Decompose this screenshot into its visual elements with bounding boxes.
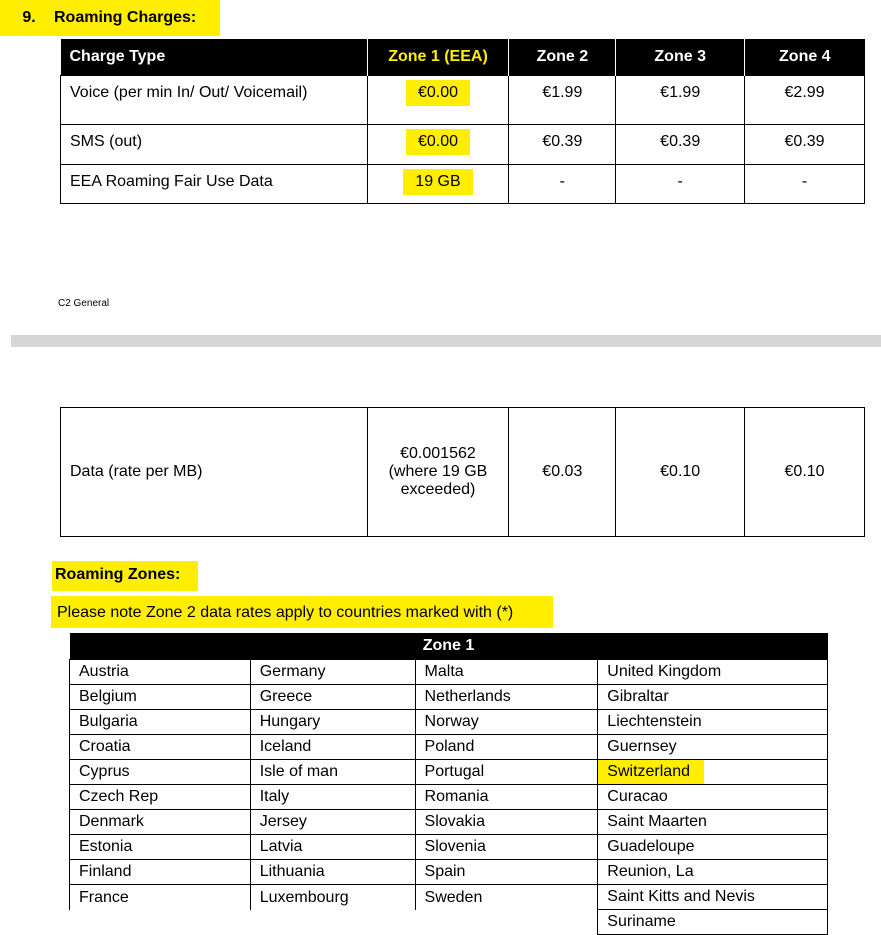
table-row	[70, 710, 828, 735]
country-name: Latvia	[259, 838, 303, 855]
country-cell	[250, 910, 415, 935]
table-row	[70, 760, 828, 785]
zone-4-cell: €0.39	[745, 125, 865, 165]
country-name: Cyprus	[79, 763, 130, 780]
table-row	[70, 785, 828, 810]
country-name: Guernsey	[607, 738, 677, 755]
country-name: Lithuania	[259, 863, 325, 880]
country-name: Bulgaria	[79, 713, 138, 730]
country-name: Norway	[424, 713, 479, 730]
charge-type-cell: Voice (per min In/ Out/ Voicemail)	[61, 76, 368, 125]
country-name: Austria	[79, 663, 129, 680]
country-cell	[415, 835, 598, 860]
country-cell	[70, 810, 251, 835]
zone-2-cell: -	[509, 165, 616, 204]
country-name: Suriname	[607, 913, 676, 930]
zone-2-cell: €0.03	[509, 408, 616, 537]
zone-2-note: Please note Zone 2 data rates apply to countries marked with (*)	[51, 596, 553, 628]
country-name: Luxembourg	[259, 888, 349, 906]
table-row	[70, 660, 828, 685]
zone-1-value: 19 GB	[403, 169, 472, 195]
country-cell	[250, 810, 415, 835]
page-break	[11, 335, 881, 347]
country-name: Curacao	[607, 788, 668, 805]
country-name: Saint Maarten	[607, 813, 707, 830]
zone-3-cell: -	[616, 165, 745, 204]
country-cell	[415, 785, 598, 810]
footer-label: C2 General	[58, 298, 110, 309]
country-name: Liechtenstein	[607, 713, 702, 730]
country-cell	[70, 760, 251, 785]
table-row	[61, 408, 865, 537]
country-cell	[598, 910, 828, 935]
country-cell	[70, 660, 251, 685]
country-cell	[598, 685, 828, 710]
roaming-zones-title: Roaming Zones:	[52, 561, 198, 591]
table-row	[70, 810, 828, 835]
country-cell	[598, 860, 828, 885]
country-name: Gibraltar	[607, 688, 669, 705]
country-cell	[250, 860, 415, 885]
country-name: Czech Rep	[79, 788, 159, 805]
zone-3-cell: €1.99	[616, 76, 745, 125]
country-cell	[598, 710, 828, 735]
country-name: Saint Kitts and Nevis	[607, 888, 755, 905]
table-row	[70, 835, 828, 860]
table-row	[70, 860, 828, 885]
table-row	[70, 910, 828, 935]
country-cell	[70, 860, 251, 885]
zone-2-cell: €1.99	[509, 76, 616, 125]
country-cell	[598, 810, 828, 835]
country-name: Estonia	[79, 838, 133, 855]
country-name: Romania	[424, 788, 489, 805]
charge-type-cell: Data (rate per MB)	[61, 408, 368, 537]
zone-1-cell	[367, 408, 509, 537]
country-name: Portugal	[424, 763, 485, 780]
header-charge-type: Charge Type	[61, 39, 368, 76]
country-cell	[70, 835, 251, 860]
country-name: Iceland	[259, 738, 312, 755]
zone-1-cell	[367, 165, 509, 204]
country-name: Sweden	[424, 888, 483, 906]
country-cell	[250, 685, 415, 710]
zone-1-countries-table	[69, 633, 828, 935]
country-name: Italy	[259, 788, 290, 805]
country-cell	[250, 710, 415, 735]
country-cell	[415, 860, 598, 885]
country-name: Malta	[424, 663, 464, 680]
zone-1-rate: €0.001562	[400, 445, 476, 462]
table-row	[61, 165, 865, 204]
data-rate-table	[60, 407, 865, 537]
zone-1-countries	[70, 660, 828, 935]
table-row	[70, 735, 828, 760]
table-row	[61, 125, 865, 165]
country-name: Germany	[259, 663, 326, 680]
zone-1-rate-note-2: exceeded)	[400, 481, 476, 498]
country-cell	[415, 885, 598, 910]
country-cell	[70, 685, 251, 710]
table-row	[70, 885, 828, 910]
country-name: Poland	[424, 738, 475, 755]
charge-type-cell: EEA Roaming Fair Use Data	[61, 165, 368, 204]
country-cell	[250, 835, 415, 860]
header-zone-2: Zone 2	[509, 39, 616, 76]
country-cell	[598, 735, 828, 760]
country-name: Belgium	[79, 688, 137, 705]
table-row	[61, 76, 865, 125]
zone-4-cell: €2.99	[745, 76, 865, 125]
country-cell	[250, 735, 415, 760]
country-cell	[598, 885, 828, 910]
country-name: Slovakia	[424, 813, 486, 830]
country-name: Greece	[259, 688, 313, 705]
table-row	[70, 685, 828, 710]
country-cell	[70, 885, 251, 910]
charge-type-cell: SMS (out)	[61, 125, 368, 165]
country-cell	[415, 685, 598, 710]
country-name: Finland	[79, 863, 132, 880]
country-name: France	[79, 888, 129, 906]
zone-1-value: €0.00	[406, 80, 470, 106]
country-name: Switzerland	[598, 760, 704, 784]
country-name: Croatia	[79, 738, 131, 755]
country-name: Guadeloupe	[607, 838, 695, 855]
zone-3-cell: €0.39	[616, 125, 745, 165]
country-cell	[415, 660, 598, 685]
country-cell	[415, 810, 598, 835]
zone-4-cell: €0.10	[745, 408, 865, 537]
country-name: Denmark	[79, 813, 144, 830]
zone-table-header-row	[70, 633, 828, 660]
country-cell	[70, 735, 251, 760]
zone-3-cell: €0.10	[616, 408, 745, 537]
section-title-text: Roaming Charges:	[54, 9, 197, 26]
country-cell	[598, 785, 828, 810]
country-cell	[250, 785, 415, 810]
zone-1-cell	[367, 76, 509, 125]
country-cell	[250, 885, 415, 910]
roaming-charges-table	[60, 39, 865, 204]
section-title	[0, 0, 220, 36]
country-cell	[598, 660, 828, 685]
zone-1-rate-note: (where 19 GB	[388, 463, 488, 480]
country-name: Hungary	[259, 713, 321, 730]
header-zone-4: Zone 4	[745, 39, 865, 76]
zone-1-cell	[367, 125, 509, 165]
section-number: 9.	[22, 9, 36, 26]
zone-2-cell: €0.39	[509, 125, 616, 165]
country-name: Netherlands	[424, 688, 511, 705]
country-name: Jersey	[259, 813, 307, 830]
zone-1-value: €0.00	[406, 129, 470, 155]
charges-header-row	[61, 39, 865, 76]
country-name: Isle of man	[259, 763, 338, 780]
country-cell	[415, 760, 598, 785]
country-cell	[250, 760, 415, 785]
country-cell	[415, 710, 598, 735]
country-name: United Kingdom	[607, 663, 722, 680]
country-cell	[598, 760, 828, 785]
zone-4-cell: -	[745, 165, 865, 204]
country-cell	[70, 785, 251, 810]
header-zone-3: Zone 3	[616, 39, 745, 76]
zone-1-header: Zone 1	[70, 633, 828, 660]
country-name: Slovenia	[424, 838, 486, 855]
country-name: Spain	[424, 863, 466, 880]
country-cell	[415, 735, 598, 760]
country-cell	[598, 835, 828, 860]
country-cell	[415, 910, 598, 935]
country-cell	[70, 710, 251, 735]
header-zone-1: Zone 1 (EEA)	[367, 39, 509, 76]
country-cell	[70, 910, 251, 935]
country-name: Reunion, La	[607, 863, 694, 880]
country-cell	[250, 660, 415, 685]
